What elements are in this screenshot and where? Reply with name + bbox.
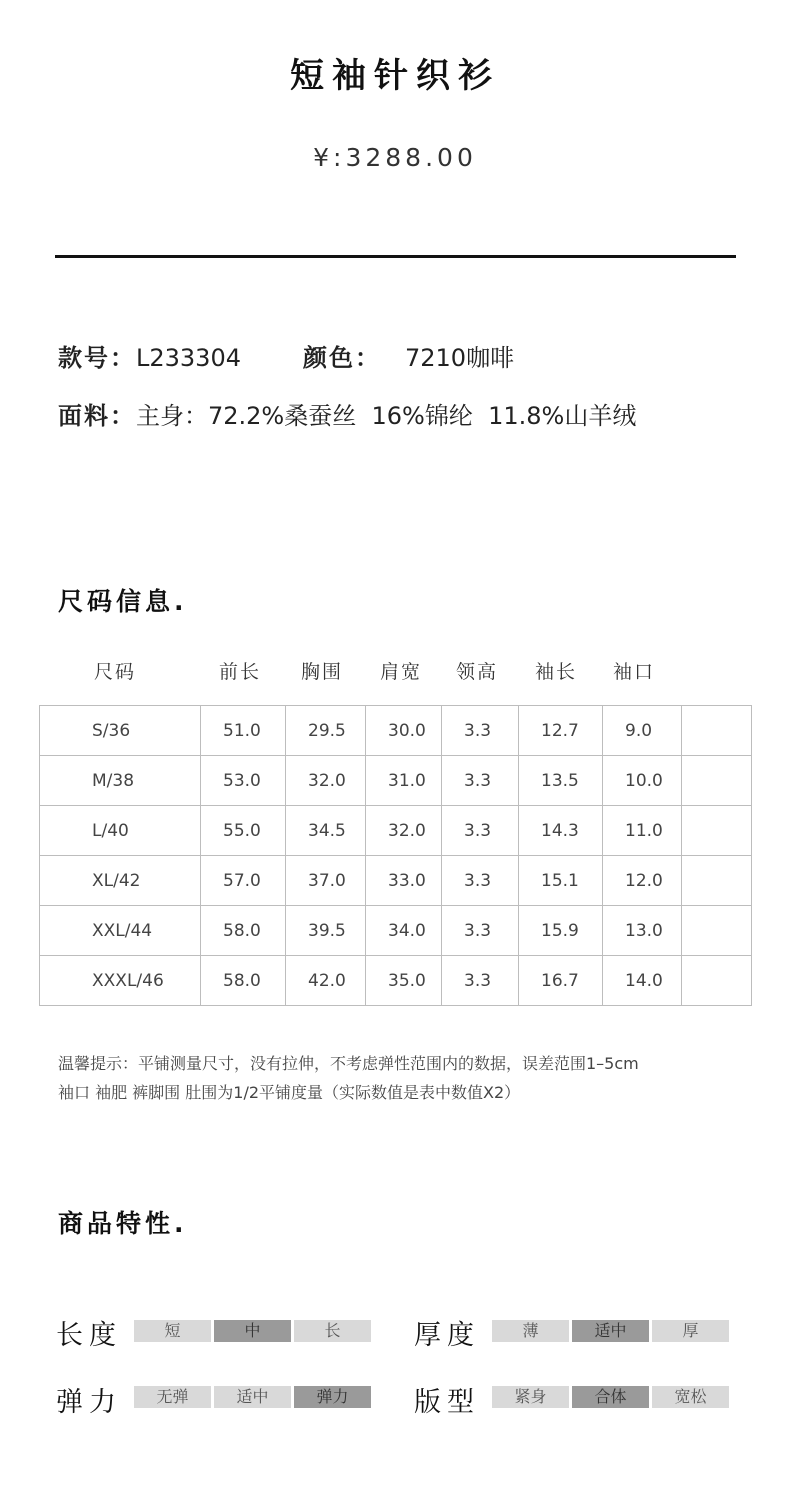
product-title: 短袖针织衫: [290, 56, 500, 96]
table-cell: 15.1: [519, 856, 603, 906]
size-info-heading: 尺码信息.: [58, 587, 188, 616]
table-cell: M/38: [40, 756, 201, 806]
style-number-label: 款号：: [58, 344, 136, 372]
table-cell-empty: [682, 856, 752, 906]
table-cell: 34.0: [366, 906, 442, 956]
size-table: [39, 705, 752, 1006]
attribute-option-selected: 合体: [572, 1386, 649, 1408]
table-cell: L/40: [40, 806, 201, 856]
attribute-option-selected: 中: [214, 1320, 291, 1342]
attribute-option-selected: 弹力: [294, 1386, 371, 1408]
divider: [55, 255, 736, 258]
size-note-detail: 袖口 袖肥 裤脚围 肚围为1/2平铺度量（实际数值是表中数值X2）: [58, 1083, 521, 1102]
fabric-label: 面料：: [58, 402, 136, 430]
table-row: [40, 706, 752, 756]
table-cell: XL/42: [40, 856, 201, 906]
column-header: 袖口: [613, 661, 656, 683]
table-cell: 3.3: [442, 906, 519, 956]
table-cell: 33.0: [366, 856, 442, 906]
attribute-label: 弹力: [56, 1387, 122, 1418]
table-cell: 15.9: [519, 906, 603, 956]
table-cell: 3.3: [442, 756, 519, 806]
table-row: [40, 806, 752, 856]
table-cell: 3.3: [442, 956, 519, 1006]
attribute-label: 厚度: [414, 1320, 480, 1351]
table-cell: 58.0: [201, 956, 286, 1006]
table-cell: 42.0: [286, 956, 366, 1006]
table-row: [40, 756, 752, 806]
table-cell: 35.0: [366, 956, 442, 1006]
table-cell: 51.0: [201, 706, 286, 756]
column-header: 尺码: [94, 661, 137, 683]
attribute-label: 长度: [56, 1320, 122, 1351]
table-cell: 39.5: [286, 906, 366, 956]
column-header: 领高: [456, 661, 499, 683]
column-header: 前长: [219, 661, 262, 683]
table-cell: XXXL/46: [40, 956, 201, 1006]
table-cell-empty: [682, 906, 752, 956]
table-cell: 32.0: [366, 806, 442, 856]
column-header: 胸围: [301, 661, 344, 683]
table-cell: 9.0: [603, 706, 682, 756]
table-cell: 37.0: [286, 856, 366, 906]
table-cell: 3.3: [442, 706, 519, 756]
table-cell: 31.0: [366, 756, 442, 806]
features-heading: 商品特性.: [58, 1209, 188, 1238]
table-cell: 12.0: [603, 856, 682, 906]
table-cell-empty: [682, 756, 752, 806]
attribute-option: 宽松: [652, 1386, 729, 1408]
attribute-option: 短: [134, 1320, 211, 1342]
table-cell: 53.0: [201, 756, 286, 806]
attribute-option-selected: 适中: [572, 1320, 649, 1342]
color-value: 7210咖啡: [405, 344, 515, 372]
column-header: 肩宽: [380, 661, 423, 683]
table-cell: S/36: [40, 706, 201, 756]
attribute-scale: [492, 1386, 729, 1408]
table-cell: 55.0: [201, 806, 286, 856]
attribute-option: 厚: [652, 1320, 729, 1342]
table-cell-empty: [682, 956, 752, 1006]
table-cell: 11.0: [603, 806, 682, 856]
attribute-option: 无弹: [134, 1386, 211, 1408]
style-number-value: L233304: [136, 344, 241, 372]
table-cell: 14.3: [519, 806, 603, 856]
table-cell: 14.0: [603, 956, 682, 1006]
table-row: [40, 856, 752, 906]
product-price: ¥:3288.00: [313, 143, 477, 172]
table-cell: 3.3: [442, 856, 519, 906]
table-cell: 57.0: [201, 856, 286, 906]
fabric-value: 主身：72.2%桑蚕丝 16%锦纶 11.8%山羊绒: [136, 402, 637, 430]
fabric-line: [58, 396, 636, 431]
attribute-option: 薄: [492, 1320, 569, 1342]
size-note: 温馨提示：平铺测量尺寸，没有拉伸，不考虑弹性范围内的数据，误差范围1–5cm: [58, 1054, 639, 1073]
attribute-scale: [492, 1320, 729, 1342]
table-cell: 16.7: [519, 956, 603, 1006]
color-label: 颜色：: [303, 344, 381, 372]
table-row: [40, 956, 752, 1006]
table-cell: 58.0: [201, 906, 286, 956]
table-cell: 3.3: [442, 806, 519, 856]
attribute-option: 适中: [214, 1386, 291, 1408]
table-cell: 34.5: [286, 806, 366, 856]
table-row: [40, 906, 752, 956]
table-cell: 12.7: [519, 706, 603, 756]
attribute-scale: [134, 1320, 371, 1342]
table-cell: 30.0: [366, 706, 442, 756]
attribute-scale: [134, 1386, 371, 1408]
attribute-option: 长: [294, 1320, 371, 1342]
column-header: 袖长: [535, 661, 578, 683]
attribute-label: 版型: [414, 1387, 480, 1418]
size-table-body: [40, 706, 752, 1006]
table-cell: XXL/44: [40, 906, 201, 956]
table-cell-empty: [682, 706, 752, 756]
attribute-option: 紧身: [492, 1386, 569, 1408]
table-cell: 10.0: [603, 756, 682, 806]
table-cell: 13.0: [603, 906, 682, 956]
table-cell: 32.0: [286, 756, 366, 806]
table-cell: 13.5: [519, 756, 603, 806]
style-color-line: [58, 338, 514, 373]
table-cell: 29.5: [286, 706, 366, 756]
table-cell-empty: [682, 806, 752, 856]
